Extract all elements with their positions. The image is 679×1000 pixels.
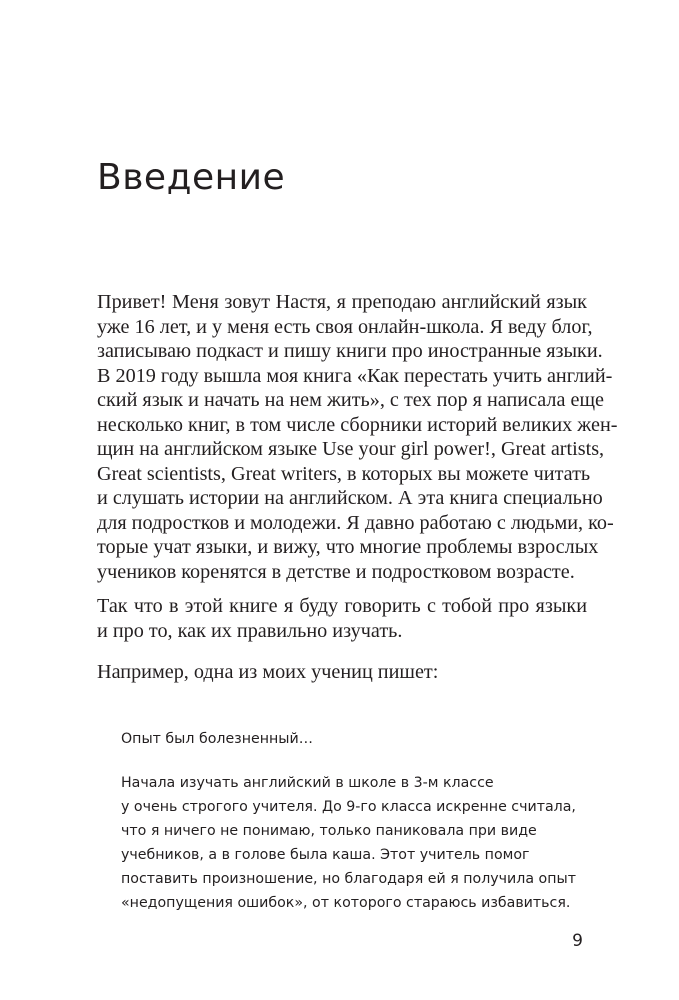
quote-line: поставить произношение, но благодаря ей я получила опыт — [121, 871, 576, 887]
paragraph-line: Привет! Меня зовут Настя, я преподаю английский язык — [97, 291, 587, 313]
chapter-heading: Введение — [97, 157, 286, 198]
quote-line: Опыт был болезненный… — [121, 731, 313, 747]
paragraph-line: учеников коренятся в детстве и подростковом возрасте. — [97, 560, 575, 583]
paragraph-intro — [97, 290, 618, 584]
paragraph-line: щин на английском языке Use your girl power!, Great artists, — [97, 438, 605, 460]
paragraph-line: и слушать истории на английском. А эта книга специально — [97, 487, 603, 509]
paragraph-line: ский язык и начать на нем жить», с тех пор я написала еще — [97, 389, 604, 411]
quote-line: что я ничего не понимаю, только паниковала при виде — [121, 823, 537, 839]
quote-line: Начала изучать английский в школе в 3-м классе — [121, 775, 494, 791]
student-quote-opening — [121, 727, 561, 751]
paragraph-line: и про то, как их правильно изучать. — [97, 619, 403, 642]
student-quote-body — [121, 771, 576, 915]
quote-line: учебников, а в голове была каша. Этот учитель помог — [121, 847, 530, 863]
quote-line: у очень строгого учителя. До 9-го класса искренне считала, — [121, 799, 576, 815]
paragraph-book-purpose — [97, 594, 587, 643]
paragraph-line: записываю подкаст и пишу книги про иностранные языки. — [97, 340, 603, 362]
paragraph-line: несколько книг, в том числе сборники историй великих жен- — [97, 413, 618, 436]
paragraph-line: для подростков и молодежи. Я давно работаю с людьми, ко- — [97, 511, 614, 534]
quote-line: «недопущения ошибок», от которого стараюсь избавиться. — [121, 895, 571, 911]
paragraph-line: В 2019 году вышла моя книга «Как перестать учить англий- — [97, 364, 613, 387]
page-number: 9 — [572, 931, 583, 951]
paragraph-line: Например, одна из моих учениц пишет: — [97, 661, 439, 683]
paragraph-line: Так что в этой книге я буду говорить с тобой про языки — [97, 595, 587, 617]
paragraph-quote-intro — [97, 660, 587, 685]
paragraph-line: уже 16 лет, и у меня есть своя онлайн-школа. Я веду блог, — [97, 315, 593, 338]
paragraph-line: Great scientists, Great writers, в которых вы можете читать — [97, 462, 591, 485]
paragraph-line: торые учат языки, и вижу, что многие проблемы взрослых — [97, 536, 599, 558]
